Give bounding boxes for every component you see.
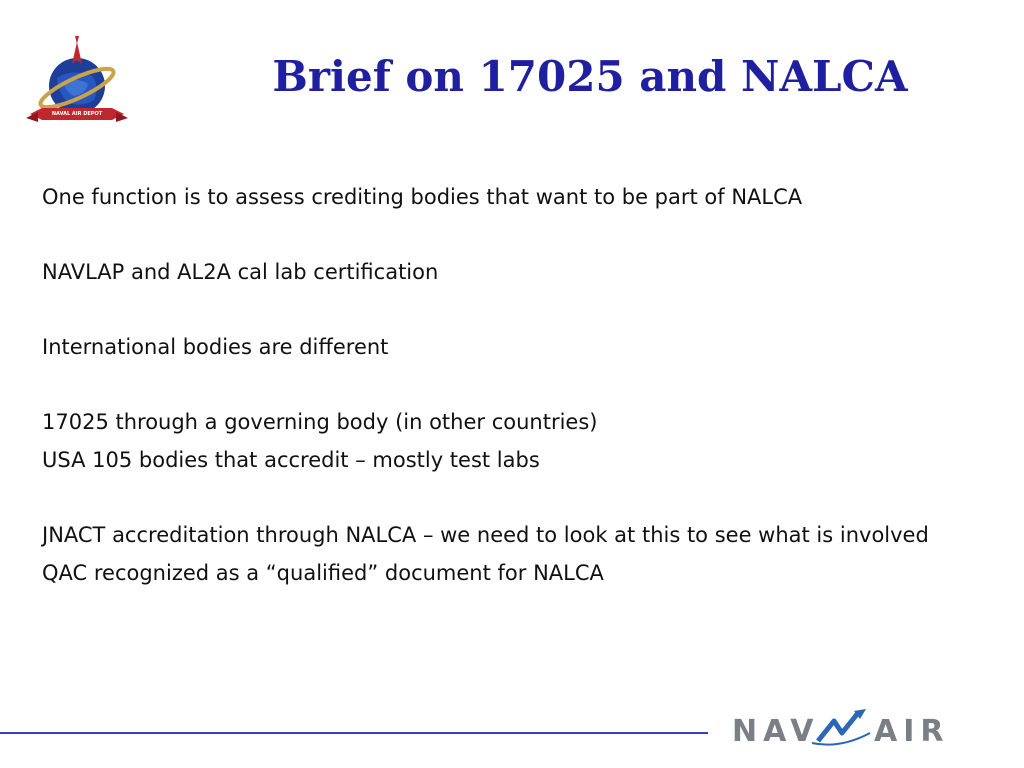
naval-air-depot-emblem-icon <box>22 28 132 128</box>
body-line-17025-governing: 17025 through a governing body (in other countries) <box>42 410 598 434</box>
slide-title: Brief on 17025 and NALCA <box>272 52 908 101</box>
footer-divider <box>0 732 708 734</box>
body-line-jnact: JNACT accreditation through NALCA – we need to look at this to see what is involved <box>42 523 929 547</box>
body-line-navlap: NAVLAP and AL2A cal lab certification <box>42 260 439 284</box>
body-line-crediting-bodies: One function is to assess crediting bodies that want to be part of NALCA <box>42 185 803 209</box>
body-line-international: International bodies are different <box>42 335 389 359</box>
body-line-usa-105: USA 105 bodies that accredit – mostly test labs <box>42 448 540 472</box>
spacer <box>42 291 1002 328</box>
slide-body <box>42 178 1002 592</box>
navair-logo-icon <box>730 703 970 753</box>
spacer <box>42 216 1002 253</box>
navair-brand-left: NAV <box>732 714 820 749</box>
spacer <box>42 366 1002 403</box>
navair-brand-right: AIR <box>874 714 950 749</box>
body-line-qac: QAC recognized as a “qualified” document for NALCA <box>42 561 604 585</box>
logo-text: NAVAL AIR DEPOT <box>51 111 103 117</box>
spacer <box>42 479 1002 516</box>
